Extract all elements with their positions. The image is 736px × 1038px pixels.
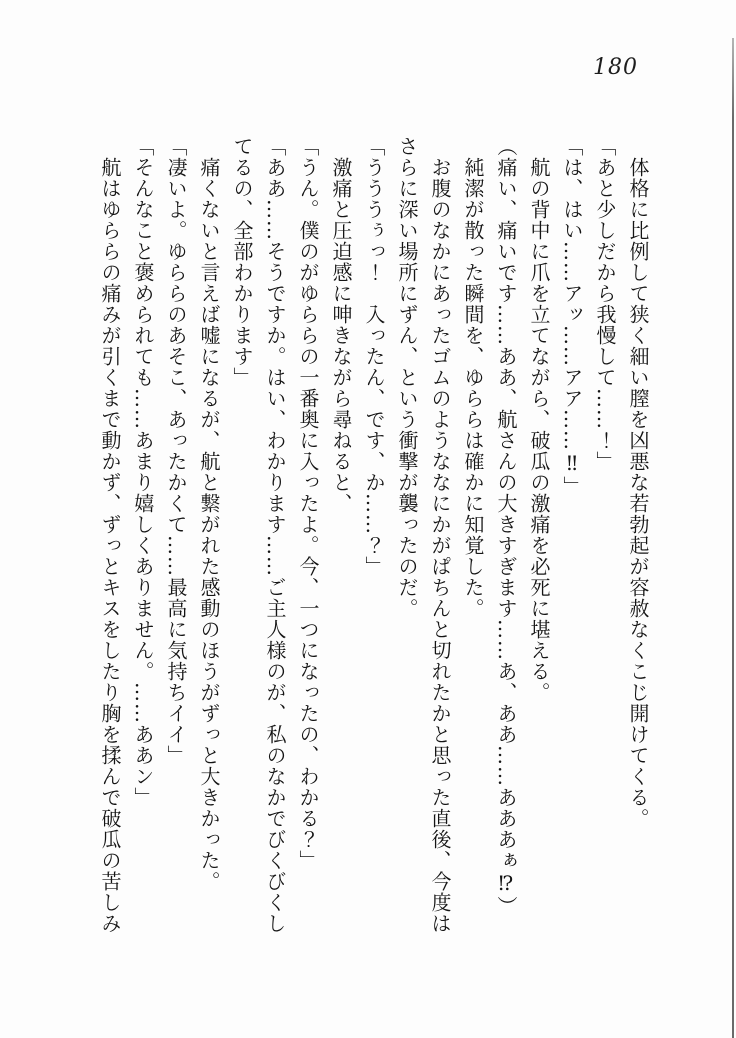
text-line-2: 「あと少しだから我慢して……！」 <box>593 136 617 472</box>
text-line-4: 航の背中に爪を立てながら、破瓜の激痛を必死に堪える。 <box>527 157 551 703</box>
text-line-13: てるの、全部わかります」 <box>230 136 254 388</box>
text-line-11: 「うん。僕のがゆららの一番奥に入ったよ。今、一つになったの、わかる？」 <box>296 136 320 871</box>
text-line-14: 痛くないと言えば嘘になるが、航と繋がれた感動のほうがずっと大きかった。 <box>197 157 221 892</box>
text-line-5: （痛い、痛いです……ああ、航さんの大きすぎます……あ、ああ……あああぁ⁉） <box>494 136 518 917</box>
text-line-6: 純潔が散った瞬間を、ゆららは確かに知覚した。 <box>461 157 485 619</box>
page-number: 180 <box>593 55 638 80</box>
text-line-8: さらに深い場所にずん、という衝撃が襲ったのだ。 <box>395 136 419 619</box>
page-text-block <box>93 136 654 948</box>
text-line-15: 「凄いよ。ゆららのあそこ、あったかくて……最高に気持ちイイ」 <box>164 136 188 766</box>
text-line-1: 体格に比例して狭く細い膣を凶悪な若勃起が容赦なくこじ開けてくる。 <box>626 157 650 829</box>
text-line-10: 激痛と圧迫感に呻きながら尋ねると、 <box>329 157 353 514</box>
text-line-9: 「うううぅっ！ 入ったん、です、か……？」 <box>362 136 386 577</box>
text-line-16: 「そんなこと褒められても……あまり嬉しくありません。……ああン」 <box>131 136 155 808</box>
text-line-7: お腹のなかにあったゴムのようななにかがぱちんと切れたかと思った直後、今度は <box>428 157 452 934</box>
page-edge-line <box>732 38 734 1038</box>
text-line-3: 「は、はい……アッ……アア……‼」 <box>560 136 584 497</box>
text-line-17: 航はゆららの痛みが引くまで動かず、ずっとキスをしたり胸を揉んで破瓜の苦しみ <box>98 157 122 934</box>
text-line-12: 「ああ……そうですか。はい、わかります……ご主人様のが、私のなかでびくびくし <box>263 136 287 934</box>
